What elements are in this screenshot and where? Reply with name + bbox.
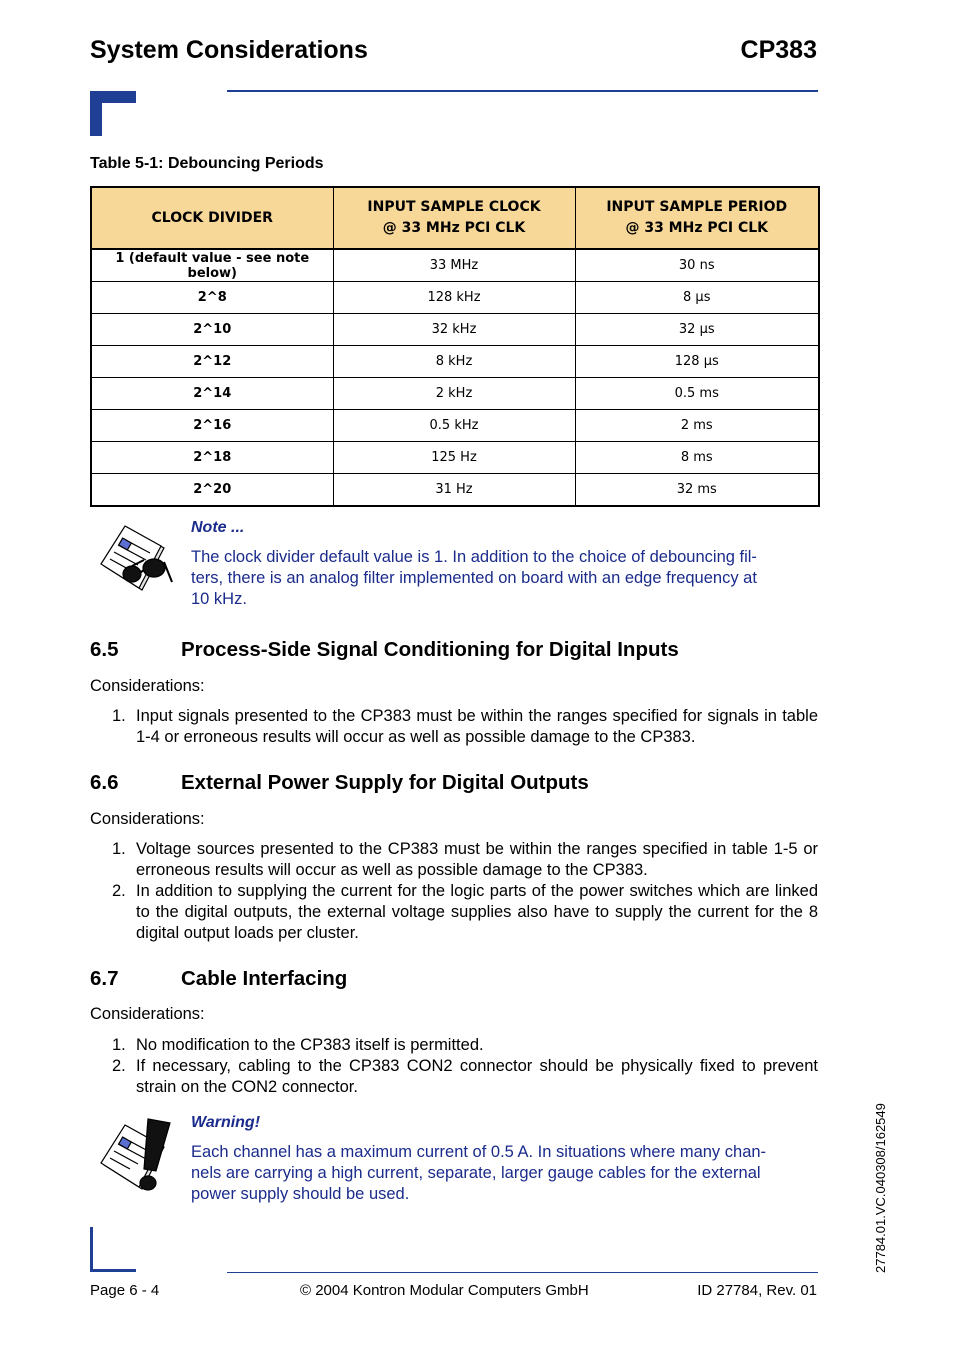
list-number: 1. (112, 840, 126, 858)
section-intro: Considerations: (90, 677, 205, 695)
list-number: 1. (112, 1036, 126, 1054)
note-glasses-icon (98, 522, 178, 598)
footer-rule (227, 1272, 818, 1273)
section-number: 6.7 (90, 967, 119, 990)
table-cell: 1 (default value - see note below) (91, 249, 333, 282)
section-title: External Power Supply for Digital Outputs (181, 771, 589, 794)
table-cell: 2^10 (91, 314, 333, 346)
section-title: Cable Interfacing (181, 967, 348, 990)
warning-title: Warning! (191, 1114, 261, 1131)
col-header-line: INPUT SAMPLE PERIOD (606, 199, 788, 215)
col-header-line: CLOCK DIVIDER (151, 209, 273, 226)
page-header-product: CP383 (740, 36, 817, 64)
table-row (91, 249, 819, 282)
table-row (91, 346, 819, 378)
warning-body (191, 1142, 808, 1205)
table-row (91, 410, 819, 442)
table-cell: 0.5 kHz (333, 410, 575, 442)
table-cell: 32 µs (575, 314, 819, 346)
table-cell: 2^18 (91, 442, 333, 474)
table-cell: 30 ns (575, 249, 819, 282)
col-header-input-sample-clock (333, 187, 575, 249)
page-header-title: System Considerations (90, 36, 368, 64)
warning-line: Each channel has a maximum current of 0.5 A. In situations where many chan- (191, 1143, 767, 1161)
table-cell: 8 µs (575, 282, 819, 314)
table-row (91, 474, 819, 507)
list-number: 2. (112, 1057, 126, 1075)
note-title: Note ... (191, 519, 245, 536)
table-cell: 2^12 (91, 346, 333, 378)
list-item-text: Voltage sources presented to the CP383 must be within the ranges specified in table 1-5 or erroneous results will occur as well as possible damage to the CP383. (136, 840, 818, 879)
footer-copyright: © 2004 Kontron Modular Computers GmbH (300, 1282, 589, 1299)
debouncing-table (90, 186, 820, 507)
table-cell: 2^14 (91, 378, 333, 410)
list-item (90, 1035, 818, 1056)
table-cell: 32 kHz (333, 314, 575, 346)
section-heading-6-5 (90, 638, 679, 662)
footer-doc-id: ID 27784, Rev. 01 (697, 1282, 817, 1299)
section-intro: Considerations: (90, 810, 205, 828)
table-row (91, 442, 819, 474)
corner-mark-horizontal (90, 91, 136, 103)
table-caption: Table 5-1: Debouncing Periods (90, 155, 324, 172)
table-cell: 2 ms (575, 410, 819, 442)
col-header-clock-divider (91, 187, 333, 249)
section-list-6-5 (90, 706, 818, 748)
col-header-line: @ 33 MHz PCI CLK (382, 220, 526, 236)
note-line: 10 kHz. (191, 590, 247, 608)
table-cell: 2^20 (91, 474, 333, 507)
footer-corner-mark (90, 1227, 93, 1272)
footer-page-number: Page 6 - 4 (90, 1282, 160, 1299)
warning-exclamation-icon (98, 1115, 178, 1195)
table-cell: 31 Hz (333, 474, 575, 507)
note-line: ters, there is an analog filter implemented on board with an edge frequency at (191, 569, 757, 587)
warning-line: power supply should be used. (191, 1185, 410, 1203)
list-item-text: No modification to the CP383 itself is permitted. (136, 1036, 484, 1054)
section-list-6-6 (90, 839, 818, 944)
note-body (191, 547, 808, 610)
list-item (90, 1056, 818, 1098)
table-row (91, 314, 819, 346)
section-heading-6-7 (90, 967, 347, 991)
list-item-text: If necessary, cabling to the CP383 CON2 connector should be physically fixed to prevent strain on the CON2 connector. (136, 1057, 818, 1096)
table-cell: 2^16 (91, 410, 333, 442)
col-header-line: INPUT SAMPLE CLOCK (367, 199, 541, 215)
table-cell: 128 µs (575, 346, 819, 378)
col-header-input-sample-period (575, 187, 819, 249)
side-document-code: 27784.01.VC.040308/162549 (873, 1103, 888, 1273)
warning-line: nels are carrying a high current, separate, larger gauge cables for the external (191, 1164, 761, 1182)
table-row (91, 378, 819, 410)
table-cell: 2^8 (91, 282, 333, 314)
list-number: 2. (112, 882, 126, 900)
section-intro: Considerations: (90, 1005, 205, 1023)
list-item (90, 839, 818, 881)
table-cell: 8 kHz (333, 346, 575, 378)
table-cell: 8 ms (575, 442, 819, 474)
list-item (90, 881, 818, 944)
section-title: Process-Side Signal Conditioning for Digital Inputs (181, 638, 679, 661)
section-number: 6.6 (90, 771, 119, 794)
section-list-6-7 (90, 1035, 818, 1098)
table-cell: 125 Hz (333, 442, 575, 474)
section-number: 6.5 (90, 638, 119, 661)
header-rule (227, 90, 818, 92)
list-number: 1. (112, 707, 126, 725)
table-header-row (91, 187, 819, 249)
section-heading-6-6 (90, 771, 589, 795)
note-line: The clock divider default value is 1. In addition to the choice of debouncing fil- (191, 548, 757, 566)
table-cell: 33 MHz (333, 249, 575, 282)
table-cell: 2 kHz (333, 378, 575, 410)
list-item-text: Input signals presented to the CP383 must be within the ranges specified for signals in table 1-4 or erroneous results will occur as well as possible damage to the CP383. (136, 707, 818, 746)
table-cell: 32 ms (575, 474, 819, 507)
table-row (91, 282, 819, 314)
footer-corner-mark-horizontal (90, 1269, 136, 1272)
table-cell: 0.5 ms (575, 378, 819, 410)
list-item-text: In addition to supplying the current for the logic parts of the power switches which are linked to the digital outputs, the external voltage supplies also have to supply the current for the 8 digital output loads per cluster. (136, 882, 818, 942)
table-cell: 128 kHz (333, 282, 575, 314)
list-item (90, 706, 818, 748)
col-header-line: @ 33 MHz PCI CLK (625, 220, 769, 236)
